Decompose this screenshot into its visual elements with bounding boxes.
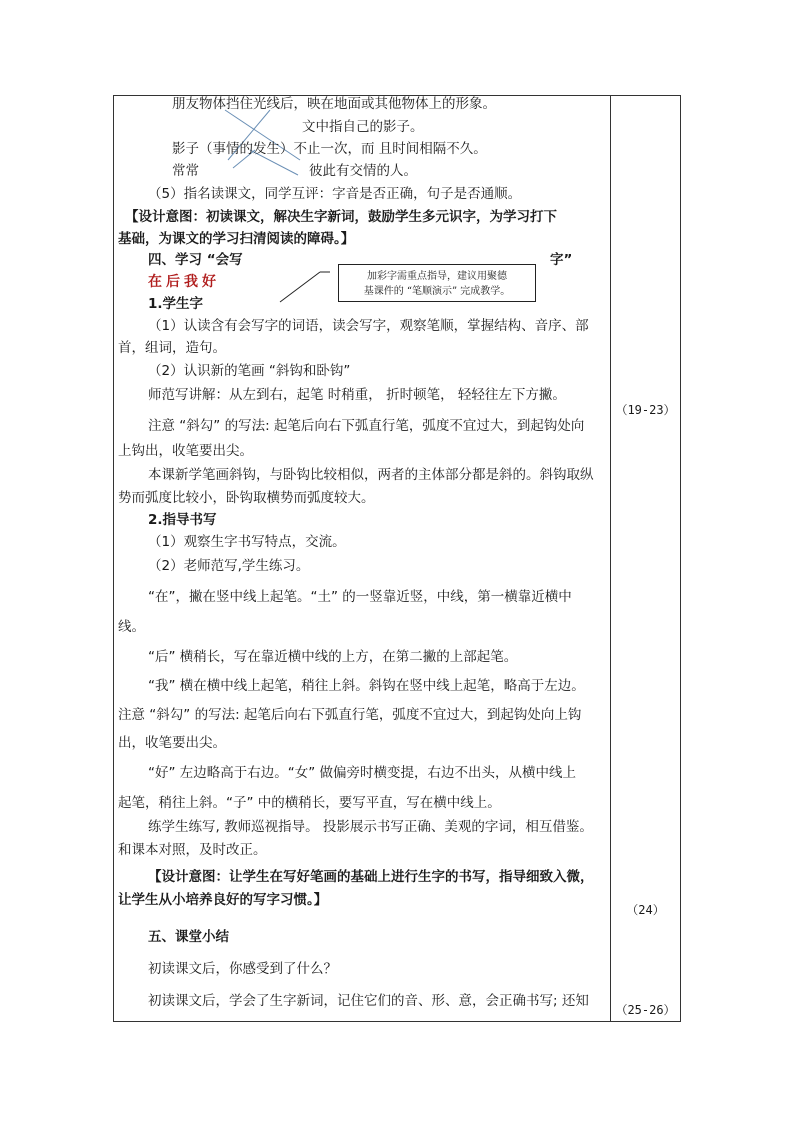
para-11a: “好” 左边略高于右边。“女” 做偏旁时横变提，右边不出头，从横中线上	[148, 765, 577, 781]
para-6: （1）观察生字书写特点，交流。	[148, 534, 346, 550]
summary-question: 初读课文后，你感受到了什么？	[148, 961, 337, 977]
subheading-1: 1.学生字	[148, 296, 204, 312]
para-4b: 上钩出，收笔要出尖。	[118, 443, 253, 459]
design-intent-1a: 【设计意图：初读课文，解决生字新词，鼓励学生多元识字，为学习打下	[125, 209, 557, 225]
para-10c: 出，收笔要出尖。	[118, 735, 226, 751]
para-5b: 势而弧度比较小，卧钩取横势而弧度较大。	[118, 490, 375, 506]
time-marker-2: （24）	[626, 903, 665, 917]
para-10a: “我” 横在横中线上起笔，稍往上斜。斜钩在竖中线上起笔，略高于左边。	[148, 678, 585, 694]
definition-word: 常常	[172, 163, 199, 179]
callout-line-1: 加彩字需重点指导，建议用聚德	[367, 271, 507, 282]
para-8b: 线。	[118, 619, 145, 635]
subheading-2: 2.指导书写	[148, 512, 217, 528]
definition-line-1: 朋友物体挡住光线后，映在地面或其他物体上的形象。	[172, 96, 496, 112]
definition-line-4: 彼此有交情的人。	[309, 163, 417, 179]
para-8a: “在”，撇在竖中线上起笔。“土” 的一竖靠近竖，中线，第一横靠近横中	[148, 589, 572, 605]
para-2: （2）认识新的笔画 “斜钩和卧钩”	[148, 363, 351, 379]
para-9: “后” 横稍长，写在靠近横中线的上方，在第二撇的上部起笔。	[148, 649, 518, 665]
definition-line-3: 影子（事情的发生）不止一次，而 且时间相隔不久。	[172, 141, 487, 157]
section-5-heading: 五、课堂小结	[148, 929, 229, 945]
summary-answer: 初读课文后，学会了生字新词，记住它们的音、形、意，会正确书写; 还知	[148, 993, 589, 1009]
section-4-heading-end: 字”	[550, 252, 573, 268]
design-intent-1b: 基础，为课文的学习扫清阅读的障碍。】	[118, 231, 355, 247]
step-5-text: （5）指名读课文，同学互评：字音是否正确，句子是否通顺。	[148, 186, 522, 202]
teaching-tip-callout	[338, 264, 536, 302]
para-12a: 练学生练写, 教师巡视指导。 投影展示书写正确、美观的字词，相互借鉴。	[148, 819, 593, 835]
definition-line-2: 文中指自己的影子。	[302, 119, 424, 135]
design-intent-2a: 【设计意图：让学生在写好笔画的基础上进行生字的书写，指导细致入微，	[148, 869, 594, 885]
design-intent-2b: 让学生从小培养良好的写字习惯。】	[118, 892, 328, 908]
para-5a: 本课新学笔画斜钩，与卧钩比较相似，两者的主体部分都是斜的。斜钩取纵	[148, 467, 594, 483]
para-12b: 和课本对照，及时改正。	[118, 842, 267, 858]
time-marker-1: （19-23）	[615, 403, 676, 417]
section-4-heading: 四、学习 “会写	[148, 252, 243, 268]
para-7: （2）老师范写,学生练习。	[148, 558, 310, 574]
callout-line-2: 基课件的 “笔顺演示” 完成教学。	[363, 286, 511, 297]
para-4a: 注意 “斜勾” 的写法: 起笔后向右下弧直行笔，弧度不宜过大，到起钩处向	[148, 418, 585, 434]
para-11b: 起笔，稍往上斜。“子” 中的横稍长，要写平直，写在横中线上。	[118, 795, 501, 811]
highlight-characters: 在后我好	[148, 274, 220, 290]
para-1b: 首，组词，造句。	[118, 340, 226, 356]
time-marker-3: （25-26）	[615, 1003, 676, 1017]
para-3: 师范写讲解：从左到右，起笔 时稍重， 折时顿笔， 轻轻往左下方撇。	[148, 387, 566, 403]
para-10b: 注意 “斜勾” 的写法: 起笔后向右下弧直行笔，弧度不宜过大，到起钩处向上钩	[118, 707, 582, 723]
para-1a: （1）认读含有会写字的词语，读会写字，观察笔顺，掌握结构、音序、部	[148, 318, 589, 334]
